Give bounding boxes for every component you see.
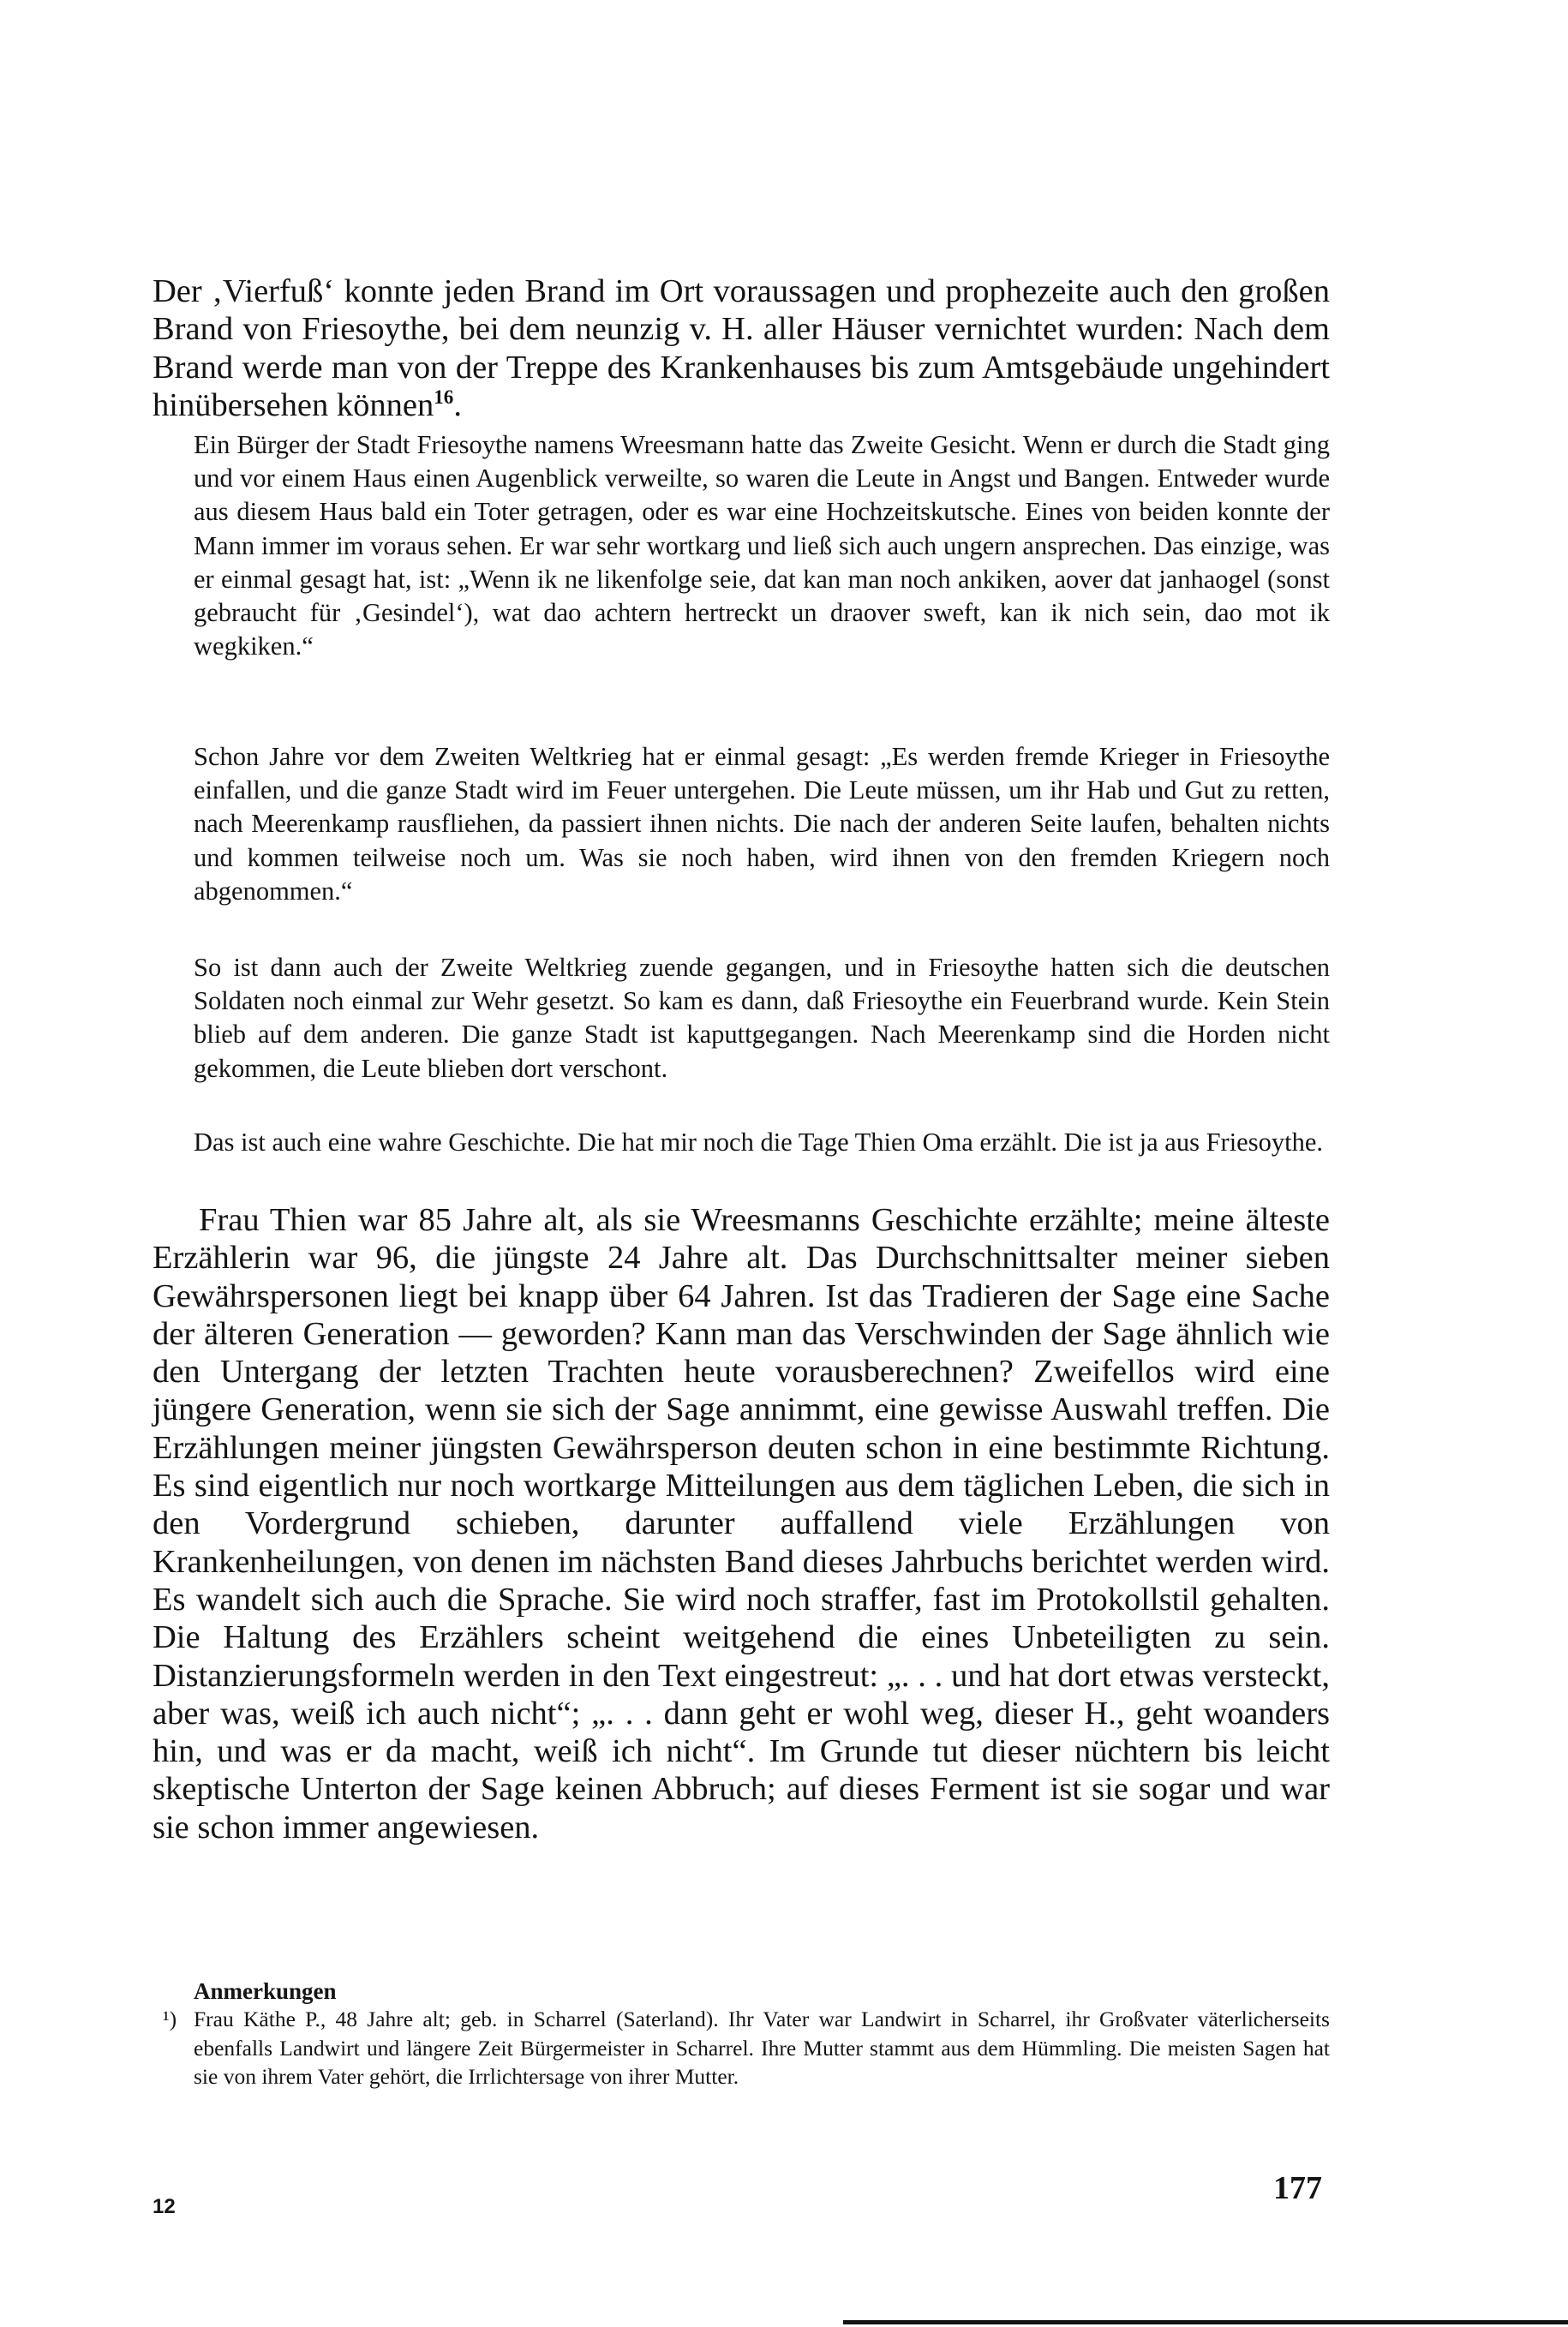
body-paragraph-1-end: . bbox=[453, 386, 462, 423]
quote-paragraph-3: So ist dann auch der Zweite Weltkrieg zuende gegangen, und in Friesoythe hatten sich die deutschen Soldaten noch einmal zur Wehr gesetzt. So kam es dann, daß Friesoythe ein Feuerbrand wurde. Kein Stein blieb auf dem anderen. Die ganze Stadt ist kaputtgegangen. Nach Meerenkamp sind die Horden nicht gekommen, die Leute blieben dort verschont. bbox=[194, 953, 1330, 1083]
body-paragraph-2: Frau Thien war 85 Jahre alt, als sie Wreesmanns Geschichte erzählte; meine älteste Erzählerin war 96, die jüngste 24 Jahre alt. Das Durchschnittsalter meiner sieben Gewährspersonen liegt bei knapp über 64 Jahren. Ist das Tradieren der Sage eine Sache der älteren Generation — geworden? Kann man das Verschwinden der Sage ähnlich wie den Untergang der letzten Trachten heute vorausberechnen? Zweifellos wird eine jüngere Generation, wenn sie sich der Sage annimmt, eine gewisse Auswahl treffen. Die Erzählungen meiner jüngsten Gewährsperson deuten schon in eine bestimmte Richtung. Es sind eigentlich nur noch wortkarge Mitteilungen aus dem täglichen Leben, die sich in den Vordergrund schieben, darunter auffallend viele Erzählungen von Krankenheilungen, von denen im nächsten Band dieses Jahrbuchs berichtet werden wird. Es wandelt sich auch die Sprache. Sie wird noch straffer, fast im Protokollstil gehalten. Die Haltung des Erzählers scheint weitgehend die eines Unbeteiligten zu sein. Distanzierungsformeln werden in den Text eingestreut: „. . . und hat dort etwas versteckt, aber was, weiß ich auch nicht“; „. . . dann geht er wohl weg, dieser H., geht woanders hin, und was er da macht, weiß ich nicht“. Im Grunde tut dieser nüchtern bis leicht skeptische Unterton der Sage keinen Abbruch; auf dieses Ferment ist sie sogar und war sie schon immer angewiesen. bbox=[153, 1202, 1330, 1845]
quote-paragraph-4: Das ist auch eine wahre Geschichte. Die hat mir noch die Tage Thien Oma erzählt. Die ist ja aus Friesoythe. bbox=[194, 1128, 1323, 1157]
footnote-reference: 16 bbox=[434, 386, 454, 409]
note-marker: ¹) bbox=[163, 2007, 177, 2031]
quote-paragraph-1: Ein Bürger der Stadt Friesoythe namens Wreesmann hatte das Zweite Gesicht. Wenn er durch die Stadt ging und vor einem Haus einen Augenblick verweilte, so waren die Leute in Angst und Bangen. Entweder wurde aus diesem Haus bald ein Toter getragen, oder es war eine Hochzeitskutsche. Eines von beiden konnte der Mann immer im voraus sehen. Er war sehr wortkarg und ließ sich auch ungern ansprechen. Das einzige, was er einmal gesagt hat, ist: „Wenn ik ne likenfolge seie, dat kan man noch ankiken, aover dat janhaogel (sonst gebraucht für ‚Gesindel‘), wat dao achtern hertreckt un draover sweft, kan ik nich sein, dao mot ik wegkiken.“ bbox=[194, 430, 1330, 661]
notes-heading: Anmerkungen bbox=[194, 1978, 337, 2004]
body-paragraph-1-text: Der ‚Vierfuß‘ konnte jeden Brand im Ort voraussagen und prophezeite auch den großen Brand von Friesoythe, bei dem neunzig v. H. aller Häuser vernichtet wurden: Nach dem Brand werde man von der Treppe des Krankenhauses bis zum Amtsgebäude ungehindert hinübersehen können bbox=[153, 273, 1330, 423]
note-item: Frau Käthe P., 48 Jahre alt; geb. in Scharrel (Saterland). Ihr Vater war Landwirt in Scharrel, ihr Großvater väterlicherseits ebenfalls Landwirt und längere Zeit Bürgermeister in Scharrel. Ihre Mutter stammt aus dem Hümmling. Die meisten Sagen hat sie von ihrem Vater gehört, die Irrlichtersage von ihrer Mutter. bbox=[194, 2007, 1330, 2090]
signature-mark: 12 bbox=[153, 2195, 176, 2218]
page-number: 177 bbox=[1273, 2170, 1322, 2206]
quote-paragraph-2: Schon Jahre vor dem Zweiten Weltkrieg hat er einmal gesagt: „Es werden fremde Krieger in Friesoythe einfallen, und die ganze Stadt wird im Feuer untergehen. Die Leute müssen, um ihr Hab und Gut zu retten, nach Meerenkamp rausfliehen, da passiert ihnen nichts. Die nach der anderen Seite laufen, behalten nichts und kommen teilweise noch um. Was sie noch haben, wird ihnen von den fremden Kriegern noch abgenommen.“ bbox=[194, 742, 1330, 906]
bottom-rule bbox=[843, 2320, 1568, 2324]
body-paragraph-1 bbox=[153, 272, 1330, 424]
